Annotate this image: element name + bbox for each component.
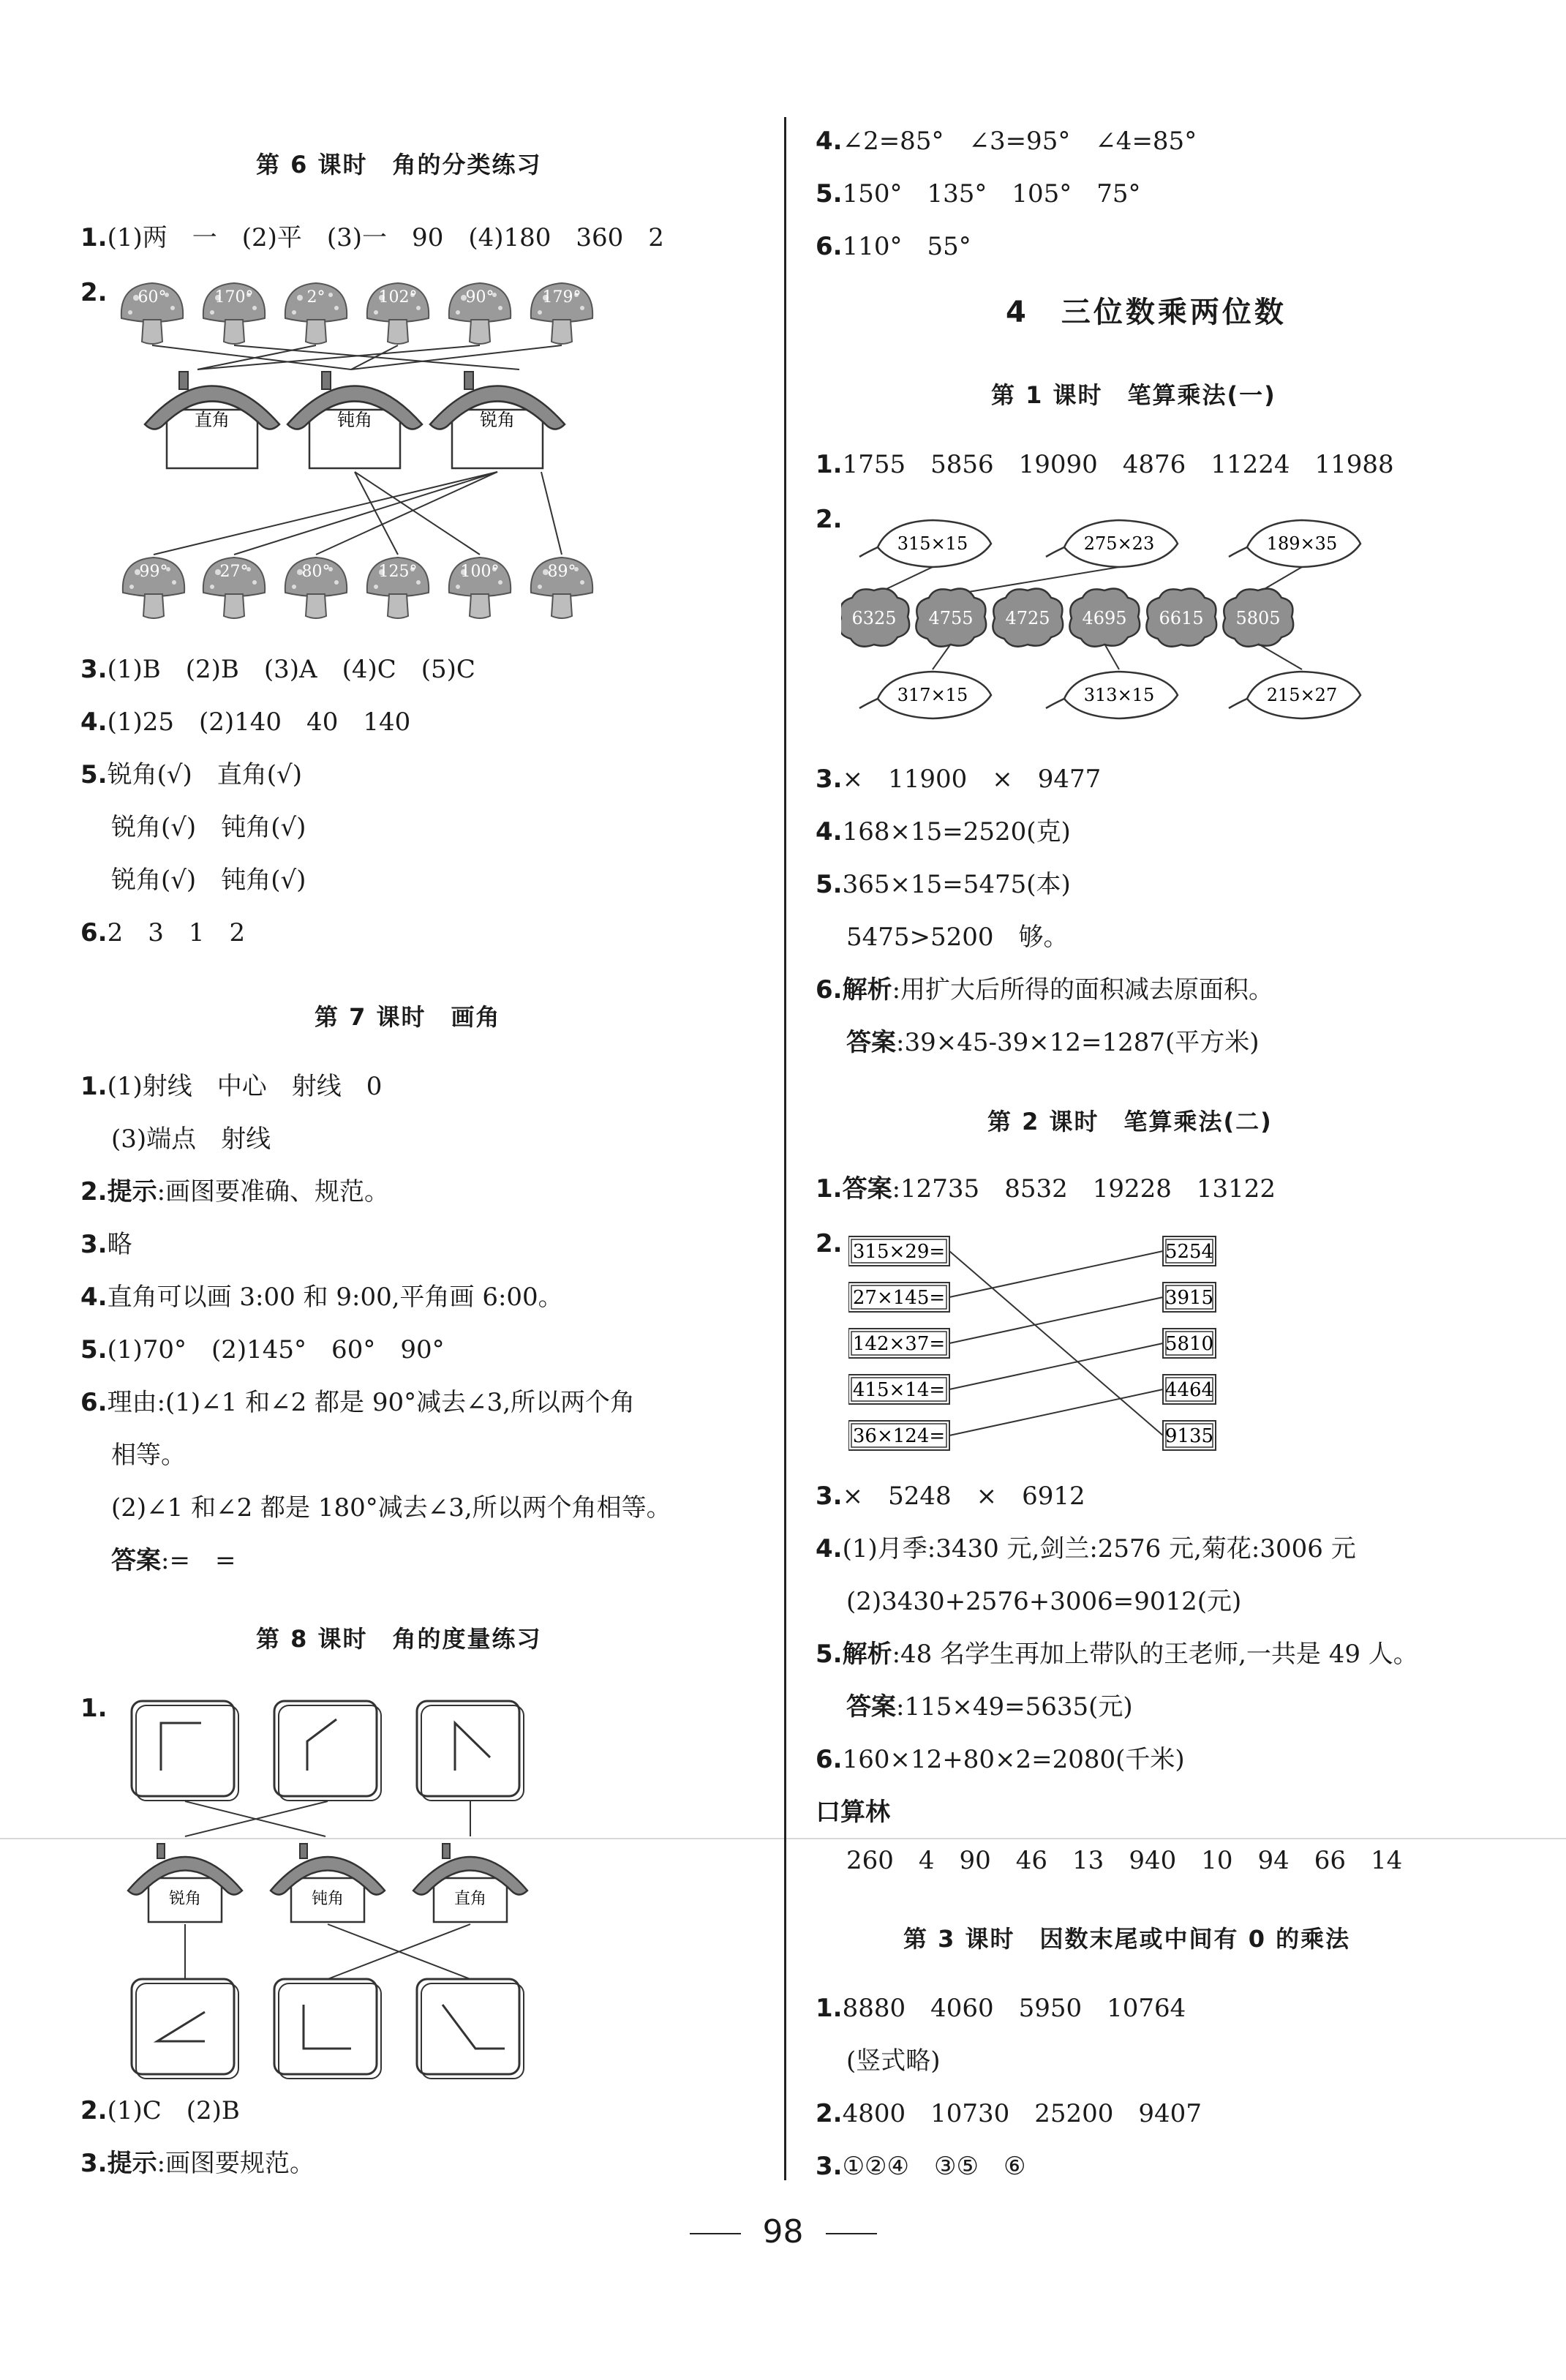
- answer-line: 5.150° 135° 105° 75°: [816, 179, 1141, 209]
- question-number: 1.: [80, 223, 108, 252]
- answer-line: 锐角(√) 钝角(√): [111, 813, 306, 842]
- expr-box: [848, 1329, 949, 1358]
- svg-text:钝角: 钝角: [311, 1890, 345, 1908]
- cloud-2: [916, 589, 986, 647]
- svg-text:313×15: 313×15: [1083, 685, 1155, 705]
- leaf-bottom-2: [1046, 672, 1178, 718]
- svg-text:直角: 直角: [195, 410, 230, 430]
- house-right: [413, 1844, 527, 1922]
- section-title-lesson7: 第 7 课时 画角: [315, 1003, 501, 1031]
- svg-text:275×23: 275×23: [1083, 533, 1155, 554]
- match-lines-bottom: [154, 472, 562, 555]
- svg-text:99°: 99°: [139, 563, 168, 581]
- answer-line: 1.8880 4060 5950 10764: [816, 1994, 1186, 2023]
- multiplication-matching-figure: [841, 508, 1412, 728]
- house-acute: [128, 1844, 242, 1922]
- answer-line: 4.(1)月季:3430 元,剑兰:2576 元,菊花:3006 元: [816, 1534, 1356, 1563]
- angle-match-lines-top: [185, 1801, 470, 1836]
- mushroom-top-6: [531, 283, 592, 344]
- leaf-bottom-1: [859, 672, 991, 718]
- answer-line: 2.4800 10730 25200 9407: [816, 2099, 1202, 2128]
- svg-text:9135: 9135: [1164, 1425, 1214, 1447]
- svg-text:317×15: 317×15: [897, 685, 968, 705]
- answer-line: 5475>5200 够。: [846, 923, 1069, 952]
- section-title-lesson8: 第 8 课时 角的度量练习: [256, 1625, 542, 1653]
- answer-line: 1.(1)射线 中心 射线 0: [80, 1072, 383, 1101]
- answer-line: 4.∠2=85° ∠3=95° ∠4=85°: [816, 127, 1197, 156]
- mushroom-bottom-5: [449, 558, 511, 618]
- answer-line: 1.1755 5856 19090 4876 11224 11988: [816, 450, 1394, 479]
- mushroom-bottom-4: [367, 558, 429, 618]
- section-title-lesson6: 第 6 课时 角的分类练习: [256, 151, 542, 179]
- answer-line: 3.× 5248 × 6912: [816, 1482, 1085, 1511]
- result-box: [1163, 1329, 1216, 1358]
- cloud-5: [1146, 589, 1216, 647]
- angle-matching-figure: [117, 1690, 571, 2085]
- answer-line: 锐角(√) 钝角(√): [111, 866, 306, 895]
- svg-text:27°: 27°: [219, 563, 249, 581]
- question-number: 2.: [816, 1229, 843, 1258]
- answer-line: 答案:115×49=5635(元): [846, 1692, 1133, 1722]
- mushroom-top-4: [367, 283, 429, 344]
- svg-text:179°: 179°: [542, 288, 581, 307]
- angle-frame-bottom-3: [417, 1979, 524, 2079]
- svg-text:189×35: 189×35: [1266, 533, 1338, 554]
- mushroom-top-2: [203, 283, 265, 344]
- result-box: [1163, 1283, 1216, 1312]
- question-number: 1.: [80, 1694, 108, 1723]
- leaf-top-1: [859, 520, 991, 567]
- page-number-dash-left: [690, 2233, 741, 2234]
- answer-line: (2)∠1 和∠2 都是 180°减去∠3,所以两个角相等。: [111, 1493, 671, 1523]
- answer-line: (2)3430+2576+3006=9012(元): [846, 1587, 1242, 1616]
- svg-text:直角: 直角: [453, 1890, 487, 1908]
- left-boxes: [848, 1236, 949, 1450]
- svg-text:6325: 6325: [851, 608, 897, 628]
- svg-text:415×14=: 415×14=: [852, 1379, 946, 1401]
- answer-line: 答案:= =: [111, 1546, 236, 1575]
- expr-box: [848, 1283, 949, 1312]
- svg-text:5810: 5810: [1164, 1333, 1214, 1355]
- angle-frame-bottom-2: [274, 1979, 381, 2079]
- answer-line: 4.168×15=2520(克): [816, 817, 1071, 846]
- answer-line: 答案:39×45-39×12=1287(平方米): [846, 1028, 1260, 1057]
- leaf-top-2: [1046, 520, 1178, 567]
- answer-line: 3.× 11900 × 9477: [816, 765, 1102, 794]
- cloud-1: [841, 589, 909, 647]
- svg-text:315×29=: 315×29=: [852, 1241, 946, 1263]
- mushroom-top-5: [449, 283, 511, 344]
- section-title-lesson2: 第 2 课时 笔算乘法(二): [987, 1108, 1273, 1135]
- svg-text:27×145=: 27×145=: [852, 1287, 946, 1309]
- svg-text:钝角: 钝角: [337, 410, 372, 430]
- answer-line: 3.①②④ ③⑤ ⑥: [816, 2152, 1026, 2181]
- leaf-match-lines-bottom: [933, 644, 1302, 669]
- column-divider: [784, 117, 786, 2180]
- svg-text:6615: 6615: [1159, 608, 1204, 628]
- answer-line: [80, 223, 664, 252]
- svg-text:5805: 5805: [1235, 608, 1281, 628]
- mushroom-bottom-6: [531, 558, 592, 618]
- leaf-bottom-3: [1229, 672, 1360, 718]
- house-right-angle: [145, 372, 279, 468]
- result-box: [1163, 1421, 1216, 1450]
- answer-line: 5.(1)70° (2)145° 60° 90°: [80, 1335, 445, 1364]
- answer-line: 6.110° 55°: [816, 232, 971, 261]
- page-number: 98: [0, 2213, 1566, 2251]
- answer-line: 6.2 3 1 2: [80, 918, 246, 947]
- section-title-lesson1: 第 1 课时 笔算乘法(一): [991, 381, 1276, 409]
- box-match-lines: [949, 1251, 1163, 1435]
- angle-frame-bottom-1: [132, 1979, 238, 2079]
- answer-line: 4.(1)25 (2)140 40 140: [80, 707, 411, 737]
- question-number: 2.: [80, 278, 108, 307]
- svg-text:125°: 125°: [378, 563, 418, 581]
- answer-line: 3.提示:画图要规范。: [80, 2149, 315, 2178]
- answer-line: 2.(1)C (2)B: [80, 2096, 240, 2125]
- svg-text:4464: 4464: [1164, 1379, 1214, 1401]
- mushroom-top-1: [121, 283, 183, 344]
- answer-line: 4.直角可以画 3:00 和 9:00,平角画 6:00。: [80, 1283, 563, 1312]
- svg-text:4695: 4695: [1082, 608, 1127, 628]
- angle-frame-top-3: [417, 1701, 524, 1801]
- page-number-dash-right: [826, 2233, 877, 2234]
- answer-line: 相等。: [111, 1441, 186, 1470]
- expr-box: [848, 1375, 949, 1404]
- angle-frame-top-2: [274, 1701, 381, 1801]
- section-title-lesson3: 第 3 课时 因数末尾或中间有 0 的乘法: [903, 1925, 1351, 1953]
- svg-text:36×124=: 36×124=: [852, 1425, 946, 1447]
- answer-line: 5.锐角(√) 直角(√): [80, 760, 302, 789]
- answer-line: 6.解析:用扩大后所得的面积减去原面积。: [816, 975, 1274, 1005]
- answer-line: 5.365×15=5475(本): [816, 870, 1071, 899]
- answer-line: 6.理由:(1)∠1 和∠2 都是 90°减去∠3,所以两个角: [80, 1388, 636, 1417]
- chapter-title: 4 三位数乘两位数: [1006, 296, 1287, 329]
- svg-text:2°: 2°: [306, 288, 325, 307]
- cloud-6: [1223, 589, 1293, 647]
- svg-text:60°: 60°: [138, 288, 167, 307]
- question-number: 2.: [816, 505, 843, 534]
- box-matching-figure: [848, 1233, 1258, 1460]
- answer-line: (竖式略): [846, 2046, 941, 2076]
- mushroom-bottom-1: [123, 558, 184, 618]
- svg-text:80°: 80°: [301, 563, 331, 581]
- answer-line: (3)端点 射线: [111, 1125, 271, 1154]
- mental-math-title: 口算林: [816, 1798, 890, 1827]
- svg-text:3915: 3915: [1164, 1287, 1214, 1309]
- answer-line: 2.提示:画图要准确、规范。: [80, 1177, 390, 1206]
- svg-text:100°: 100°: [460, 563, 500, 581]
- svg-text:4755: 4755: [928, 608, 974, 628]
- svg-text:170°: 170°: [214, 288, 254, 307]
- svg-text:142×37=: 142×37=: [852, 1333, 946, 1355]
- svg-text:5254: 5254: [1164, 1241, 1214, 1263]
- svg-text:215×27: 215×27: [1266, 685, 1338, 705]
- leaf-top-3: [1229, 520, 1360, 567]
- answer-line: 3.略: [80, 1230, 132, 1259]
- result-box: [1163, 1236, 1216, 1266]
- right-boxes: [1163, 1236, 1216, 1450]
- mushroom-bottom-3: [285, 558, 347, 618]
- match-lines-top: [152, 345, 562, 369]
- mental-math-answers: 260 4 90 46 13 940 10 94 66 14: [846, 1846, 1403, 1875]
- answer-text: (1)两 一 (2)平 (3)一 90 (4)180 360 2: [107, 223, 664, 252]
- answer-line: 3.(1)B (2)B (3)A (4)C (5)C: [80, 655, 475, 684]
- cloud-4: [1069, 589, 1140, 647]
- mushroom-top-3: [285, 283, 347, 344]
- angle-match-lines-bottom: [185, 1924, 470, 1979]
- mushroom-bottom-2: [203, 558, 265, 618]
- mushroom-matching-figure: [110, 278, 636, 629]
- house-obtuse: [271, 1844, 385, 1922]
- svg-text:锐角: 锐角: [168, 1890, 202, 1908]
- angle-frame-top-1: [132, 1701, 238, 1801]
- svg-text:89°: 89°: [547, 563, 576, 581]
- expr-box: [848, 1421, 949, 1450]
- svg-text:102°: 102°: [378, 288, 418, 307]
- result-box: [1163, 1375, 1216, 1404]
- expr-box: [848, 1236, 949, 1266]
- house-acute-angle: [430, 372, 565, 468]
- cloud-3: [993, 589, 1063, 647]
- answer-line: 6.160×12+80×2=2080(千米): [816, 1745, 1185, 1774]
- svg-text:90°: 90°: [465, 288, 494, 307]
- house-obtuse-angle: [287, 372, 422, 468]
- svg-text:315×15: 315×15: [897, 533, 968, 554]
- svg-text:锐角: 锐角: [480, 410, 515, 430]
- svg-text:4725: 4725: [1005, 608, 1050, 628]
- answer-line: 1.答案:12735 8532 19228 13122: [816, 1174, 1276, 1204]
- answer-line: 5.解析:48 名学生再加上带队的王老师,一共是 49 人。: [816, 1640, 1418, 1669]
